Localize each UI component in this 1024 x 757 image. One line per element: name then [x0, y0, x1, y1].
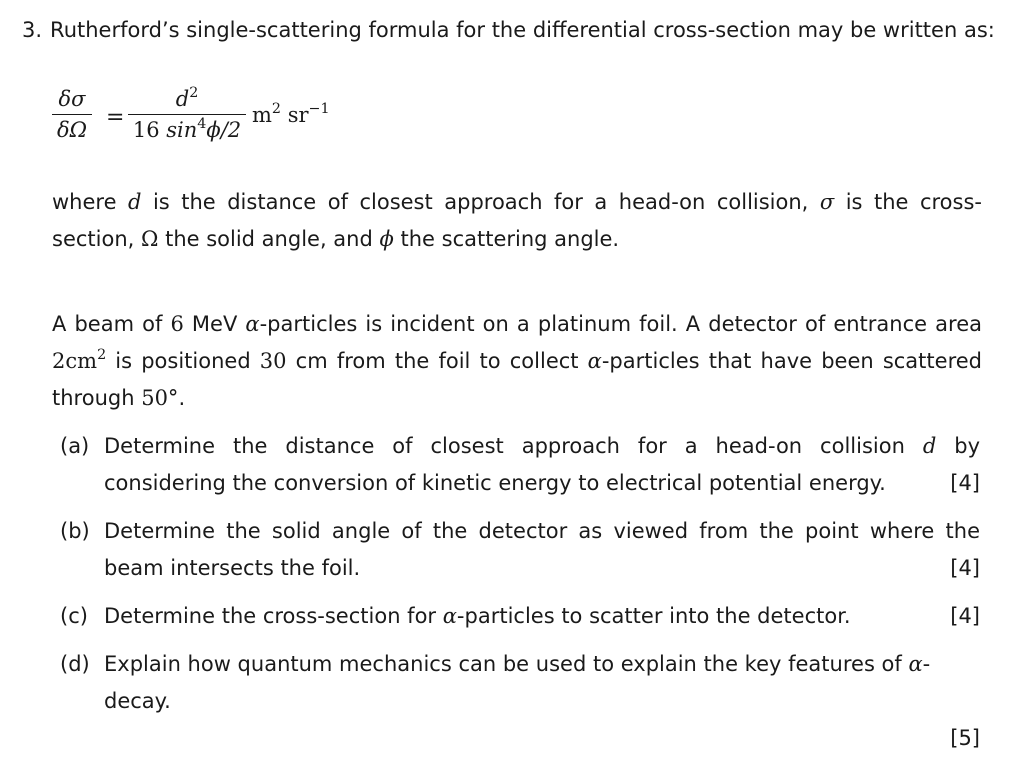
- part-label: (c): [60, 604, 88, 628]
- part-text: Determine the cross-section for α-particles to scatter into the detector.: [104, 604, 851, 628]
- part-c: [60, 598, 980, 635]
- question-intro: Rutherford’s single-scattering formula for the differential cross-section may be written as:: [50, 18, 995, 42]
- rhs-denominator: 16 $\sin^4\phi/2$: [132, 116, 242, 142]
- part-label: (d): [60, 652, 90, 676]
- lhs-fraction: [52, 85, 92, 144]
- rhs-fraction: [128, 85, 246, 144]
- part-marks: [4]: [950, 556, 980, 580]
- equals-sign: =: [106, 105, 125, 130]
- setup-paragraph: A beam of 6 MeV α-particles is incident on a platinum foil. A detector of entrance area $2cm^2$ is positioned 30 cm from the foil to collect α-particles that have been scattered through 50°.: [52, 312, 982, 410]
- definitions-paragraph: where d is the distance of closest approach for a head-on collision, σ is the cross-section, Ω the solid angle, and ϕ the scattering angle.: [52, 190, 982, 251]
- question-number: 3.: [22, 18, 43, 42]
- fraction-bar: [128, 114, 246, 115]
- part-marks: [4]: [950, 604, 980, 628]
- part-text: Explain how quantum mechanics can be used to explain the key features of α-decay.: [104, 652, 931, 713]
- part-text: Determine the distance of closest approach for a head-on collision d by considering the conversion of kinetic energy to electrical potential energy.: [104, 434, 980, 495]
- rhs-numerator: $d^2$: [175, 85, 199, 111]
- part-marks: [5]: [950, 726, 980, 750]
- part-text: Determine the solid angle of the detector as viewed from the point where the beam intersects the foil.: [104, 519, 980, 580]
- part-marks: [4]: [950, 471, 980, 495]
- part-label: (a): [60, 434, 90, 458]
- lhs-denominator: δΩ: [56, 118, 88, 142]
- part-d: [60, 646, 980, 757]
- lhs-numerator: δσ: [58, 87, 86, 111]
- formula-units: $m^2$ $sr^{-1}$: [252, 101, 330, 127]
- part-label: (b): [60, 519, 90, 543]
- part-b: [60, 513, 980, 587]
- question-intro-line: [22, 18, 995, 42]
- fraction-bar: [52, 114, 92, 115]
- part-a: [60, 428, 980, 502]
